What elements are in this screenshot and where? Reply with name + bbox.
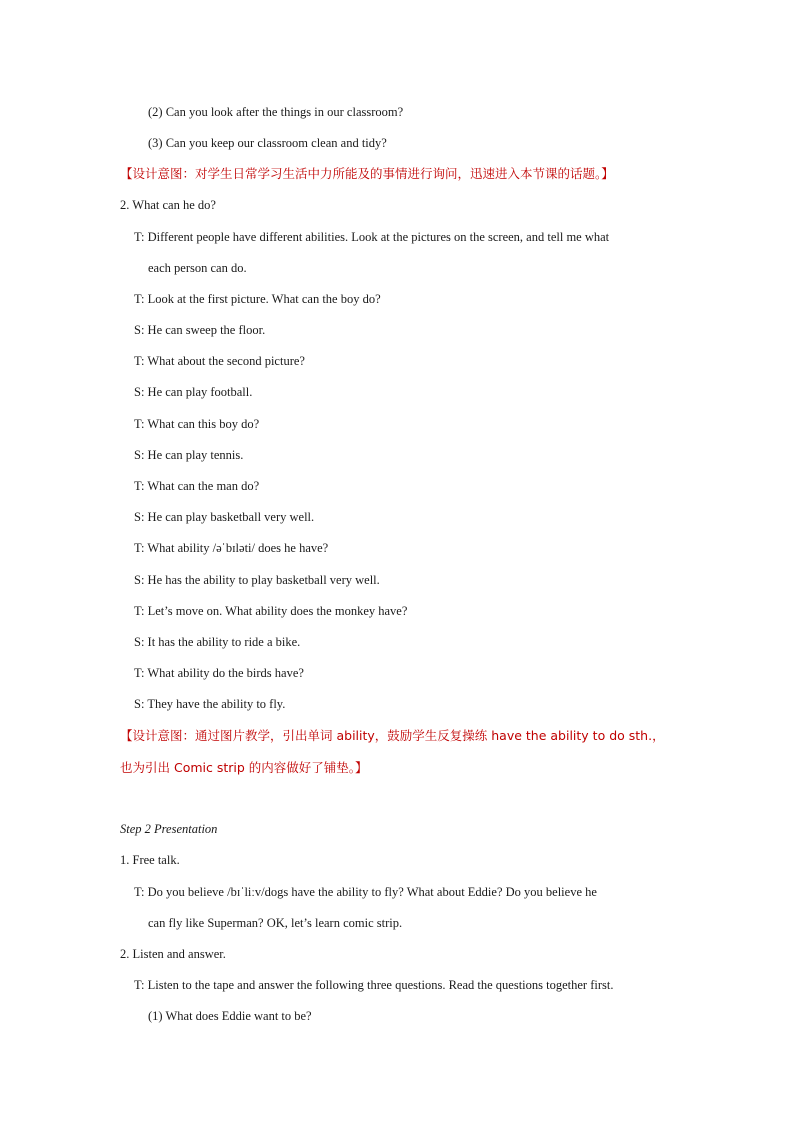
- question-1: (1) What does Eddie want to be?: [148, 1009, 312, 1023]
- design-note-2-continued: 也为引出 Comic strip 的内容做好了铺垫。】: [120, 760, 368, 775]
- dialogue-line: T: Let’s move on. What ability does the monkey have?: [134, 604, 408, 618]
- dialogue-line: S: It has the ability to ride a bike.: [134, 635, 301, 649]
- section-what-can-he-do: 2. What can he do?: [120, 198, 216, 212]
- dialogue-line: T: What can the man do?: [134, 479, 260, 493]
- design-note-1: 【设计意图：对学生日常学习生活中力所能及的事情进行询问，迅速进入本节课的话题。】: [120, 166, 614, 181]
- dialogue-line-continued: each person can do.: [148, 261, 247, 275]
- dialogue-line: T: What ability /əˈbɪləti/ does he have?: [134, 541, 329, 555]
- dialogue-line: T: Different people have different abilities. Look at the pictures on the screen, and tell me what: [134, 230, 610, 244]
- dialogue-line: S: He can play basketball very well.: [134, 510, 315, 524]
- dialogue-line-continued: can fly like Superman? OK, let’s learn comic strip.: [148, 916, 403, 930]
- dialogue-line: T: What about the second picture?: [134, 354, 305, 368]
- step-heading: Step 2 Presentation: [120, 822, 218, 836]
- dialogue-line: S: He can sweep the floor.: [134, 323, 266, 337]
- dialogue-line: S: They have the ability to fly.: [134, 697, 286, 711]
- dialogue-line: T: What can this boy do?: [134, 417, 260, 431]
- dialogue-line: T: Do you believe /bɪˈliːv/dogs have the ability to fly? What about Eddie? Do you believe he: [134, 885, 597, 899]
- question-3: (3) Can you keep our classroom clean and tidy?: [148, 136, 387, 150]
- dialogue-line: S: He can play tennis.: [134, 448, 244, 462]
- design-note-2: 【设计意图：通过图片教学，引出单词 ability，鼓励学生反复操练 have the ability to do sth.，: [120, 728, 665, 743]
- dialogue-line: S: He can play football.: [134, 385, 253, 399]
- question-2: (2) Can you look after the things in our classroom?: [148, 105, 404, 119]
- dialogue-line: T: Listen to the tape and answer the following three questions. Read the questions together first.: [134, 978, 614, 992]
- dialogue-line: S: He has the ability to play basketball very well.: [134, 573, 380, 587]
- section-free-talk: 1. Free talk.: [120, 853, 180, 867]
- dialogue-line: T: Look at the first picture. What can the boy do?: [134, 292, 381, 306]
- dialogue-line: T: What ability do the birds have?: [134, 666, 304, 680]
- section-listen-and-answer: 2. Listen and answer.: [120, 947, 226, 961]
